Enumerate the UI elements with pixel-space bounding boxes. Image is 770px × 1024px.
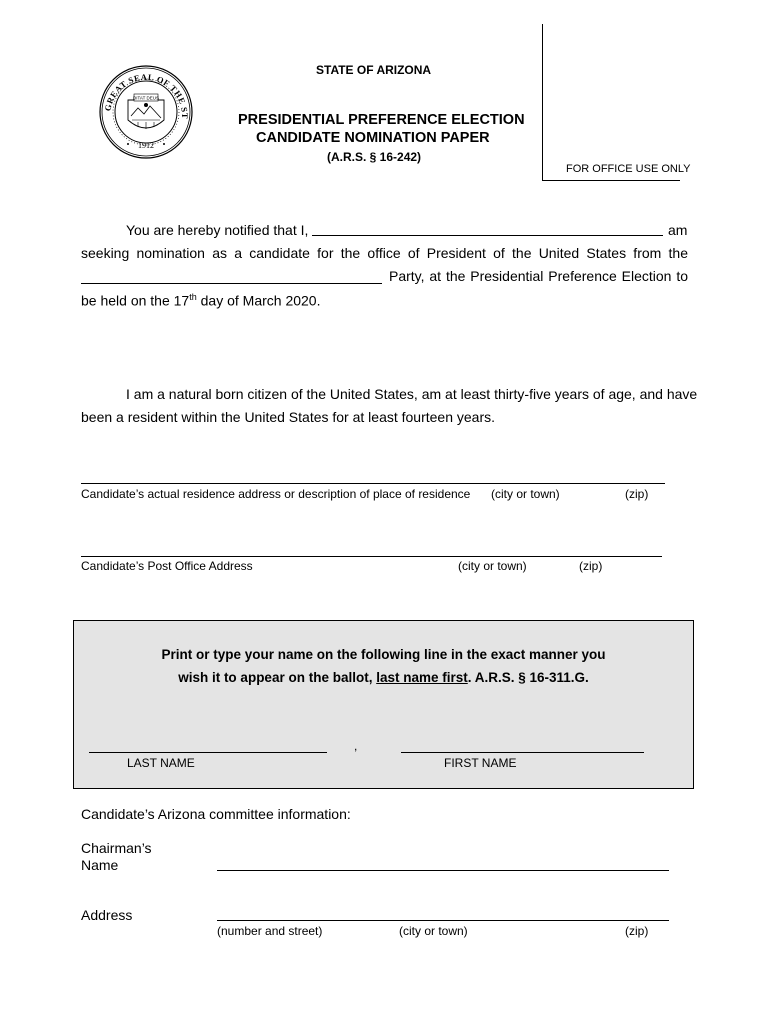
svg-text:DITAT DEUS: DITAT DEUS [132,95,160,101]
post-office-city-label: (city or town) [458,559,527,573]
state-heading: STATE OF ARIZONA [316,63,432,77]
notice-line2: seeking nomination as a candidate for the office of President of the United States from the [81,245,688,261]
name-separator: , [354,739,358,753]
residence-zip-label: (zip) [625,487,649,501]
ballot-name-box [73,620,694,789]
committee-zip-label: (zip) [625,924,649,938]
notice-start: You are hereby notified that I, [126,222,309,238]
committee-heading: Candidate’s Arizona committee information: [81,806,351,822]
arizona-seal [98,64,194,160]
notice-line4-pre: be held on the 17 [81,292,190,309]
last-name-field[interactable] [89,738,327,753]
citizenship-line1: I am a natural born citizen of the United States, am at least thirty-five years of age, and have [126,386,698,402]
first-name-field[interactable] [401,738,644,753]
first-name-label: FIRST NAME [444,756,517,770]
form-title-line2: CANDIDATE NOMINATION PAPER [256,130,490,146]
citizenship-line2: been a resident within the United States for at least fourteen years. [81,409,496,425]
candidate-name-field[interactable] [312,221,663,236]
party-field[interactable] [81,269,382,284]
office-use-label: FOR OFFICE USE ONLY [566,163,691,175]
chairman-label-line2: Name [81,857,119,873]
svg-text:GREAT SEAL OF THE STATE OF ARI: GREAT SEAL OF THE ST [102,71,191,119]
form-title-line1: PRESIDENTIAL PREFERENCE ELECTION [238,112,525,128]
chairman-name-field[interactable] [217,856,669,871]
office-use-divider [542,24,543,181]
svg-text:1912: 1912 [138,141,154,150]
committee-street-label: (number and street) [217,924,323,938]
post-office-zip-label: (zip) [579,559,603,573]
post-office-label: Candidate’s Post Office Address [81,559,253,573]
statute-reference: (A.R.S. § 16-242) [327,150,422,164]
notice-line4-sup: th [189,292,197,302]
post-office-address-field[interactable] [81,542,662,557]
notice-line4-post: day of March 2020. [196,292,321,309]
committee-address-field[interactable] [217,906,669,921]
committee-address-label: Address [81,907,133,923]
ballot-instruction-post: . A.R.S. § 16-311.G. [467,670,589,685]
notice-line3: Party, at the Presidential Preference Election to [389,268,688,284]
residence-address-field[interactable] [81,469,665,484]
seal-icon [98,64,194,160]
ballot-instruction-line2 [74,670,693,685]
residence-city-label: (city or town) [491,487,560,501]
office-use-bottom-line [542,180,680,181]
residence-label: Candidate’s actual residence address or description of place of residence [81,487,471,501]
notice-line4 [81,292,320,309]
notice-am: am [668,222,688,238]
chairman-label-line1: Chairman’s [81,840,152,856]
ballot-instruction-emphasis: last name first [376,670,468,685]
last-name-label: LAST NAME [127,756,195,770]
committee-city-label: (city or town) [399,924,468,938]
ballot-instruction-line1: Print or type your name on the following line in the exact manner you [161,647,606,662]
ballot-instruction-pre: wish it to appear on the ballot, [178,670,377,685]
